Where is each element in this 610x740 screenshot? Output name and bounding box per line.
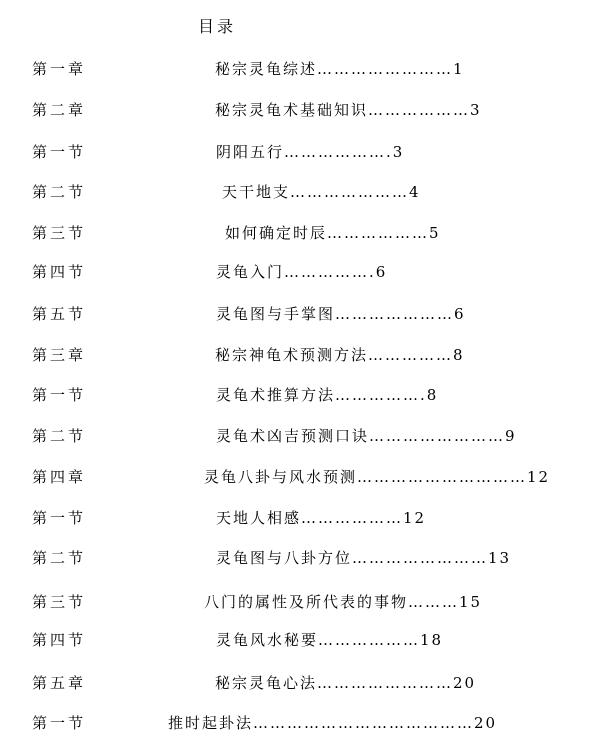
- section-label: 第一节: [32, 714, 87, 732]
- toc-row: [0, 141, 610, 163]
- toc-row: [0, 425, 610, 447]
- toc-entry-text: 天干地支…………………4: [222, 183, 421, 201]
- toc-row: [0, 384, 610, 406]
- toc-row: [0, 629, 610, 651]
- toc-row: [0, 222, 610, 244]
- toc-entry-text: 灵龟术推算方法…………….8: [216, 386, 439, 404]
- toc-entry-text: 秘宗灵龟心法……………………20: [215, 674, 477, 692]
- chapter-label: 第一章: [32, 60, 87, 78]
- section-label: 第一节: [32, 509, 87, 527]
- toc-row: [0, 261, 610, 283]
- section-label: 第三节: [32, 593, 87, 611]
- toc-row: [0, 344, 610, 366]
- toc-entry-text: 灵龟入门…………….6: [216, 263, 388, 281]
- toc-row: [0, 58, 610, 80]
- toc-row: [0, 547, 610, 569]
- toc-row: [0, 303, 610, 325]
- toc-entry-text: 推时起卦法…………………………………20: [168, 714, 498, 732]
- toc-entry-text: 八门的属性及所代表的事物………15: [204, 593, 483, 611]
- toc-row: [0, 99, 610, 121]
- toc-entry-text: 灵龟图与八卦方位……………………13: [216, 549, 512, 567]
- chapter-label: 第四章: [32, 468, 87, 486]
- section-label: 第一节: [32, 386, 87, 404]
- section-label: 第五节: [32, 305, 87, 323]
- toc-entry-text: 天地人相感………………12: [216, 509, 427, 527]
- toc-row: [0, 712, 610, 734]
- toc-row: [0, 181, 610, 203]
- section-label: 第一节: [32, 143, 87, 161]
- section-label: 第四节: [32, 631, 87, 649]
- toc-row: [0, 672, 610, 694]
- chapter-label: 第五章: [32, 674, 87, 692]
- toc-entry-text: 灵龟图与手掌图…………………6: [216, 305, 466, 323]
- toc-row: [0, 507, 610, 529]
- chapter-label: 第三章: [32, 346, 87, 364]
- toc-entry-text: 灵龟术凶吉预测口诀……………………9: [216, 427, 517, 445]
- section-label: 第四节: [32, 263, 87, 281]
- toc-entry-text: 灵龟八卦与风水预测…………………………12: [204, 468, 551, 486]
- section-label: 第二节: [32, 549, 87, 567]
- section-label: 第二节: [32, 427, 87, 445]
- toc-entry-text: 灵龟风水秘要………………18: [216, 631, 444, 649]
- toc-entry-text: 秘宗灵龟术基础知识………………3: [215, 101, 482, 119]
- toc-title: 目录: [198, 17, 237, 36]
- toc-entry-text: 秘宗神龟术预测方法……………8: [215, 346, 465, 364]
- toc-row: [0, 591, 610, 613]
- toc-entry-text: 阴阳五行……………….3: [216, 143, 405, 161]
- section-label: 第二节: [32, 183, 87, 201]
- toc-entry-text: 如何确定时辰………………5: [225, 224, 441, 242]
- toc-row: [0, 466, 610, 488]
- chapter-label: 第二章: [32, 101, 87, 119]
- section-label: 第三节: [32, 224, 87, 242]
- toc-entry-text: 秘宗灵龟综述……………………1: [215, 60, 465, 78]
